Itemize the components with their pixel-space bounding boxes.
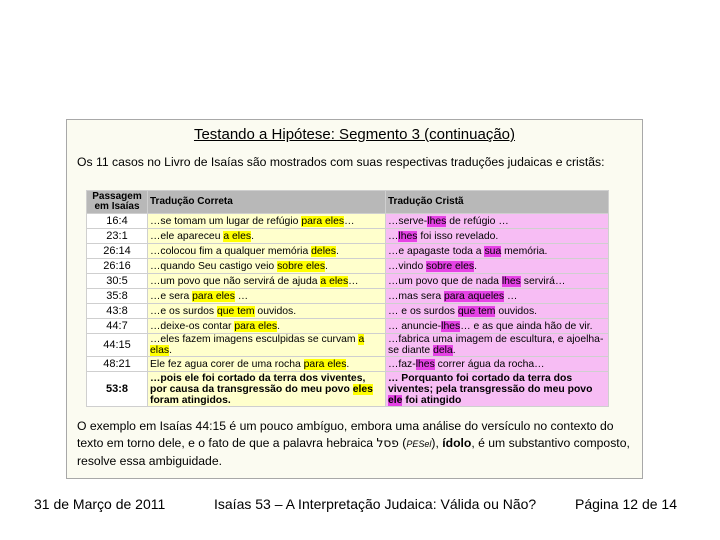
passage-ref: 23:1 [87,229,148,244]
hebrew-word: פסל [376,436,399,450]
christian-translation [386,334,609,357]
table-row [87,259,609,274]
footer-presentation-title: Isaías 53 – A Interpretação Judaica: Válida ou Não? [214,496,537,512]
passage-ref: 26:14 [87,244,148,259]
correct-translation [148,229,386,244]
text-segment: …colocou fim a qualquer memória [150,245,312,257]
christian-translation [386,319,609,334]
footer-page-number: Página 12 de 14 [575,496,677,512]
highlighted-pronoun: lhes [441,320,461,332]
correct-translation [148,357,386,372]
text-segment: … anuncie- [388,320,442,332]
conclusion-part1: O exemplo em Isaías 44:15 é um pouco ambíguo, embora uma análise do versículo no contexto do texto em torno dele, e o fato de que a palavra hebraica [77,419,614,450]
passage-ref: 44:7 [87,319,148,334]
highlighted-pronoun: sobre eles [426,260,475,272]
text-segment: …um povo que de nada [388,275,502,287]
table-row [87,319,609,334]
highlighted-pronoun: que tem [217,305,255,317]
table-row [87,214,609,229]
intro-text: Os 11 casos no Livro de Isaías são mostrados com suas respectivas traduções judaicas e cristãs: [77,155,605,169]
correct-translation [148,304,386,319]
header-passage [87,191,148,214]
text-segment: . [277,320,280,332]
passage-ref: 35:8 [87,289,148,304]
text-segment: . [452,345,456,356]
correct-translation [148,334,386,357]
text-segment: …fabrica uma imagem de escultura, e ajoelha-se diante [388,334,604,356]
text-segment: …e os surdos [150,305,217,317]
text-segment: …mas sera [388,290,445,302]
table-row [87,372,609,407]
highlighted-pronoun: eles [352,383,373,395]
open-paren: ( [398,436,407,450]
correct-translation [148,259,386,274]
text-segment: …vindo [388,260,427,272]
slide-title: Testando a Hipótese: Segmento 3 (continuação) [193,126,516,143]
text-segment: … [234,290,249,302]
conclusion-text [77,418,637,470]
text-segment: … e os surdos [388,305,458,317]
text-segment: …pois ele foi cortado da terra dos viventes, por causa da transgressão do meu povo [150,372,366,395]
highlighted-pronoun: para aqueles [444,290,505,302]
text-segment: correr água da rocha… [434,358,545,370]
table-body [87,214,609,407]
correct-translation [148,214,386,229]
header-passage-line2: em Isaías [94,201,140,212]
text-segment: de refúgio … [446,215,509,227]
idol-word: ídolo [442,436,472,450]
highlighted-pronoun: para eles [301,215,345,227]
text-segment: …quando Seu castigo veio [150,260,278,272]
correct-translation [148,274,386,289]
text-segment: foi atingido [402,394,462,406]
text-segment: ouvidos. [254,305,297,317]
text-segment: … [348,275,359,287]
text-segment: …deixe-os contar [150,320,235,332]
highlighted-pronoun: sobre eles [277,260,326,272]
text-segment: . [346,358,350,370]
highlighted-pronoun: para eles [303,358,347,370]
highlighted-pronoun: a eles [320,275,349,287]
header-passage-line1: Passagem [92,190,142,202]
text-segment: memória. [501,245,548,257]
table-header-row [87,191,609,214]
text-segment: . [474,260,477,272]
translations-table [86,190,609,407]
text-segment: … Porquanto foi cortado da terra dos viventes; pela transgressão do meu povo [388,372,593,395]
correct-translation [148,372,386,407]
highlighted-pronoun: que tem [457,305,496,317]
highlighted-pronoun: ele [388,394,403,406]
table-row [87,304,609,319]
highlighted-pronoun: lhes [398,230,418,242]
table-row [87,334,609,357]
highlighted-pronoun: para eles [192,290,235,302]
highlighted-pronoun: dela [433,345,453,356]
text-segment: … [504,290,518,302]
header-correct-translation: Tradução Correta [148,191,386,214]
highlighted-pronoun: lhes [427,215,447,227]
table-row [87,357,609,372]
table-row [87,274,609,289]
christian-translation [386,357,609,372]
text-segment: ouvidos. [495,305,538,317]
table-row [87,289,609,304]
correct-translation [148,244,386,259]
highlighted-pronoun: sua [484,245,502,257]
text-segment: . [251,230,254,242]
passage-ref: 43:8 [87,304,148,319]
text-segment: …se tomam um lugar de refúgio [150,215,302,227]
passage-ref: 26:16 [87,259,148,274]
christian-translation [386,372,609,407]
text-segment: …eles fazem imagens esculpidas se curvam [150,334,359,345]
text-segment: … [344,215,355,227]
text-segment: servirá… [520,275,566,287]
footer-date: 31 de Março de 2011 [34,496,166,512]
christian-translation [386,244,609,259]
highlighted-pronoun: deles [311,245,336,257]
transliteration: PESel [406,439,432,449]
table-row [87,244,609,259]
highlighted-pronoun: lhes [501,275,521,287]
text-segment: …e sera [150,290,193,302]
conclusion-part2: , é um substantivo composto, resolve essa ambiguidade. [77,436,630,468]
christian-translation [386,274,609,289]
christian-translation [386,229,609,244]
christian-translation [386,289,609,304]
text-segment: …serve- [388,215,428,227]
text-segment: foi isso revelado. [417,230,499,242]
text-segment: foram atingidos. [150,394,231,406]
text-segment: … e as que ainda hão de vir. [460,320,593,332]
highlighted-pronoun: lhes [415,358,435,370]
header-christian-translation: Tradução Cristã [386,191,609,214]
text-segment: Ele fez agua corer de uma rocha [150,358,304,370]
correct-translation [148,319,386,334]
text-segment: …e apagaste toda a [388,245,485,257]
close-paren: ), [431,436,443,450]
text-segment: … [388,230,399,242]
text-segment: . [335,245,339,257]
christian-translation [386,304,609,319]
text-segment: …ele apareceu [150,230,224,242]
christian-translation [386,259,609,274]
passage-ref: 30:5 [87,274,148,289]
passage-ref: 44:15 [87,334,148,357]
highlighted-pronoun: para eles [234,320,278,332]
table-row [87,229,609,244]
text-segment: . [169,345,172,356]
passage-ref: 48:21 [87,357,148,372]
text-segment: …faz- [388,358,416,370]
text-segment: …um povo que não servirá de ajuda [150,275,321,287]
highlighted-pronoun: a eles [223,230,252,242]
christian-translation [386,214,609,229]
text-segment: . [325,260,328,272]
correct-translation [148,289,386,304]
highlighted-pronoun: a elas [150,334,365,356]
passage-ref: 16:4 [87,214,148,229]
passage-ref: 53:8 [87,372,148,407]
